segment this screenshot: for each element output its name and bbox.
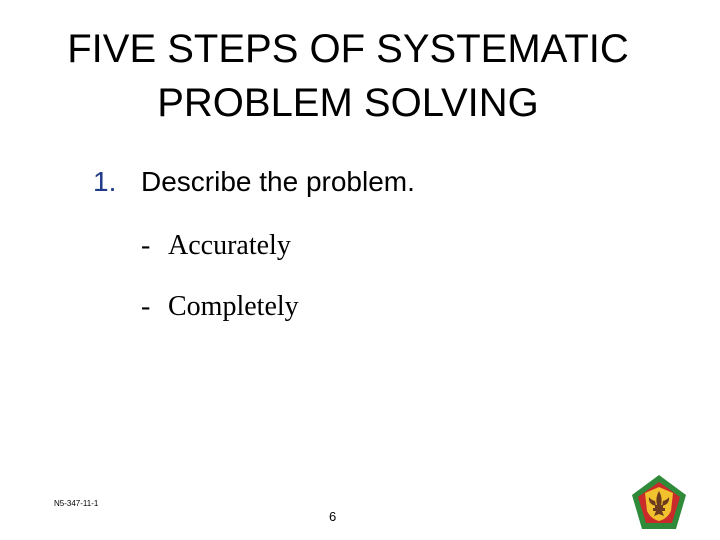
subitem-text: Completely bbox=[168, 291, 299, 322]
footer-code: N5-347-11-1 bbox=[54, 499, 99, 508]
slide-title bbox=[0, 22, 696, 130]
step-text: Describe the problem. bbox=[141, 166, 415, 197]
logo-fleur-band bbox=[653, 508, 665, 511]
subitem-text: Accurately bbox=[168, 230, 291, 261]
title-line-2: PROBLEM SOLVING bbox=[157, 81, 539, 125]
title-line-1: FIVE STEPS OF SYSTEMATIC bbox=[67, 27, 629, 71]
wood-badge-logo-icon bbox=[629, 473, 689, 533]
subitem-dash: - bbox=[141, 230, 151, 261]
subitem-accurately bbox=[141, 229, 291, 263]
step-item bbox=[93, 164, 415, 200]
subitem-dash: - bbox=[141, 291, 151, 322]
step-number: 1. bbox=[93, 166, 117, 197]
subitem-completely bbox=[141, 290, 299, 324]
page-number: 6 bbox=[329, 509, 337, 524]
